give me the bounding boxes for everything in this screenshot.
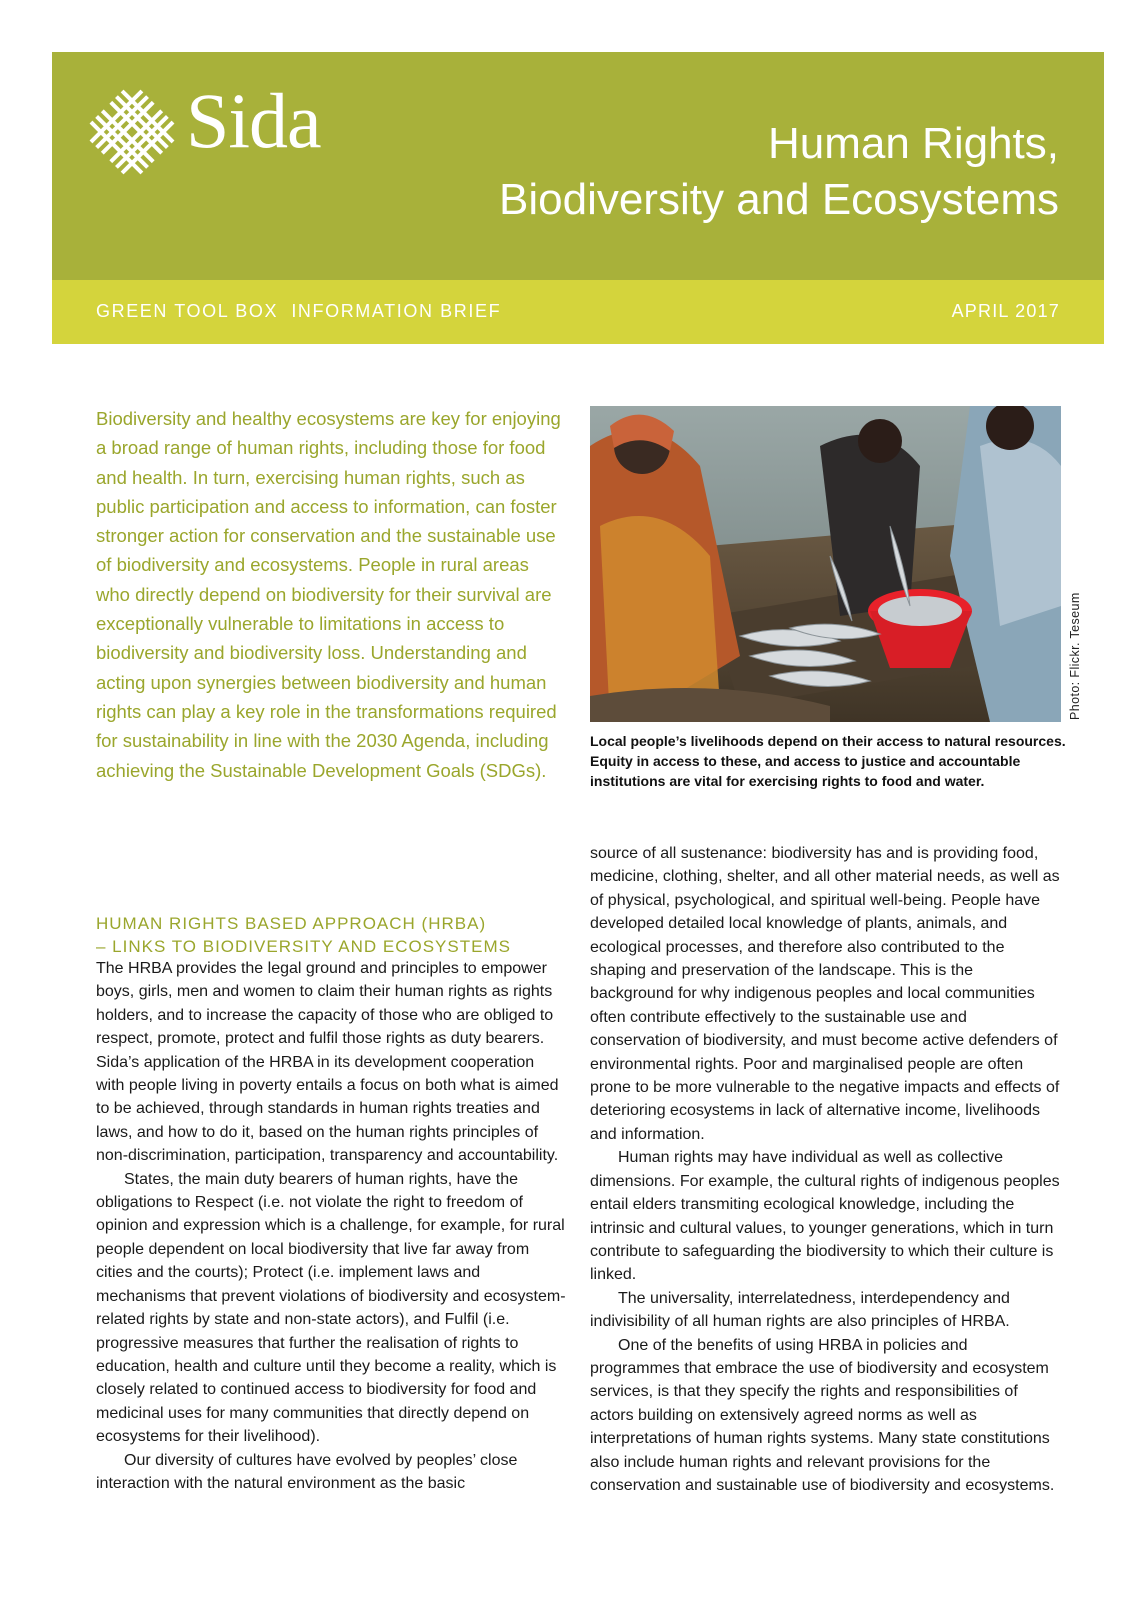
body-paragraph: States, the main duty bearers of human rights, have the obligations to Respect (i.e. not violate the right to freedom of opinion and expression which is a challenge, for example, for rural people dependent on local biodiversity that live far away from cities and the courts); Protect (i.e. implement laws and mechanisms that prevent violations of biodiversity and ecosystem-related rights by state and non-state actors), and Fulfil (i.e. progressive measures that further the realisation of rights to education, health and culture until they become a reality, which is closely related to continued access to biodiversity for food and medicinal uses for many communities that directly depend on ecosystems for their livelihood). (96, 1170, 566, 1446)
photo-caption: Local people’s livelihoods depend on their access to natural resources. Equity in access to these, and access to justice and accountable institutions are vital for exercising rights to food and water. (590, 733, 1066, 789)
series-label: GREEN TOOL BOX INFORMATION BRIEF (96, 301, 502, 321)
section-heading (96, 912, 576, 958)
publication-date: APRIL 2017 (951, 301, 1060, 321)
fish-market-photo (590, 406, 1061, 722)
body-paragraph: The HRBA provides the legal ground and principles to empower boys, girls, men and women to claim their human rights as rights holders, and to increase the capacity of those who are obliged to respect, promote, protect and fulfil those rights as duty bearers. Sida’s application of the HRBA in its development cooperation with people living in poverty entails a focus on both what is aimed to be achieved, through standards in human rights treaties and laws, and how to do it, based on the human rights principles of non-discrimination, participation, transparency and accountability. (96, 960, 559, 1165)
sida-logo (88, 77, 348, 178)
left-body-column (96, 957, 566, 1495)
photo-credit: Photo: Flickr. Teseum (1068, 592, 1082, 720)
body-paragraph: The universality, interrelatedness, interdependency and indivisibility of all human rights are also principles of HRBA. (590, 1289, 1010, 1331)
sida-logo-icon (88, 88, 176, 176)
section-heading-line-2: – LINKS TO BIODIVERSITY AND ECOSYSTEMS (96, 937, 511, 956)
intro-paragraph: Biodiversity and healthy ecosystems are key for enjoying a broad range of human rights, including those for food and health. In turn, exercising human rights, such as public participation and access to information, can foster stronger action for conservation and the sustainable use of biodiversity and ecosystems. People in rural areas who directly depend on biodiversity for their survival are exceptionally vulnerable to limitations in access to biodiversity and biodiversity loss. Understanding and acting upon synergies between biodiversity and human rights can play a key role in the transformations required for sustainability in line with the 2030 Agenda, including achieving the Sustainable Development Goals (SDGs). (96, 408, 561, 781)
document-title-line-2: Biodiversity and Ecosystems (499, 175, 1059, 224)
body-paragraph: Our diversity of cultures have evolved by peoples’ close interaction with the natural environment as the basic (96, 1451, 518, 1492)
section-heading-line-1: HUMAN RIGHTS BASED APPROACH (HRBA) (96, 914, 487, 933)
right-body-column (590, 842, 1061, 1497)
subheader-band (52, 280, 1104, 344)
body-paragraph: Human rights may have individual as well as collective dimensions. For example, the cultural rights of indigenous peoples entail elders transmiting ecological knowledge, including the intrinsic and cultural values, to younger generations, which in turn contribute to safeguarding the biodiversity to which their culture is linked. (590, 1149, 1060, 1284)
document-title (419, 116, 1059, 228)
document-title-line-1: Human Rights, (767, 119, 1059, 168)
body-paragraph: source of all sustenance: biodiversity has and is providing food, medicine, clothing, shelter, and all other material needs, as well as of physical, psychological, and spiritual well-being. People have developed detailed local knowledge of plants, animals, and ecological processes, and therefore also contributed to the shaping and preservation of the landscape. This is the background for why indigenous peoples and local communities often contribute effectively to the sustainable use and conservation of biodiversity, and must become active defenders of environmental rights. Poor and marginalised people are often prone to be more vulnerable to the negative impacts and effects of deterioring ecosystems in lack of alternative income, livelihoods and information. (590, 845, 1060, 1143)
sida-logo-text: Sida (186, 77, 321, 164)
body-paragraph: One of the benefits of using HRBA in policies and programmes that embrace the use of biodiversity and ecosystem services, is that they specify the rights and responsibilities of actors building on extensively agreed norms as well as interpretations of human rights systems. Many state constitutions also include human rights and relevant provisions for the conservation and sustainable use of biodiversity and ecosystems. (590, 1336, 1055, 1494)
